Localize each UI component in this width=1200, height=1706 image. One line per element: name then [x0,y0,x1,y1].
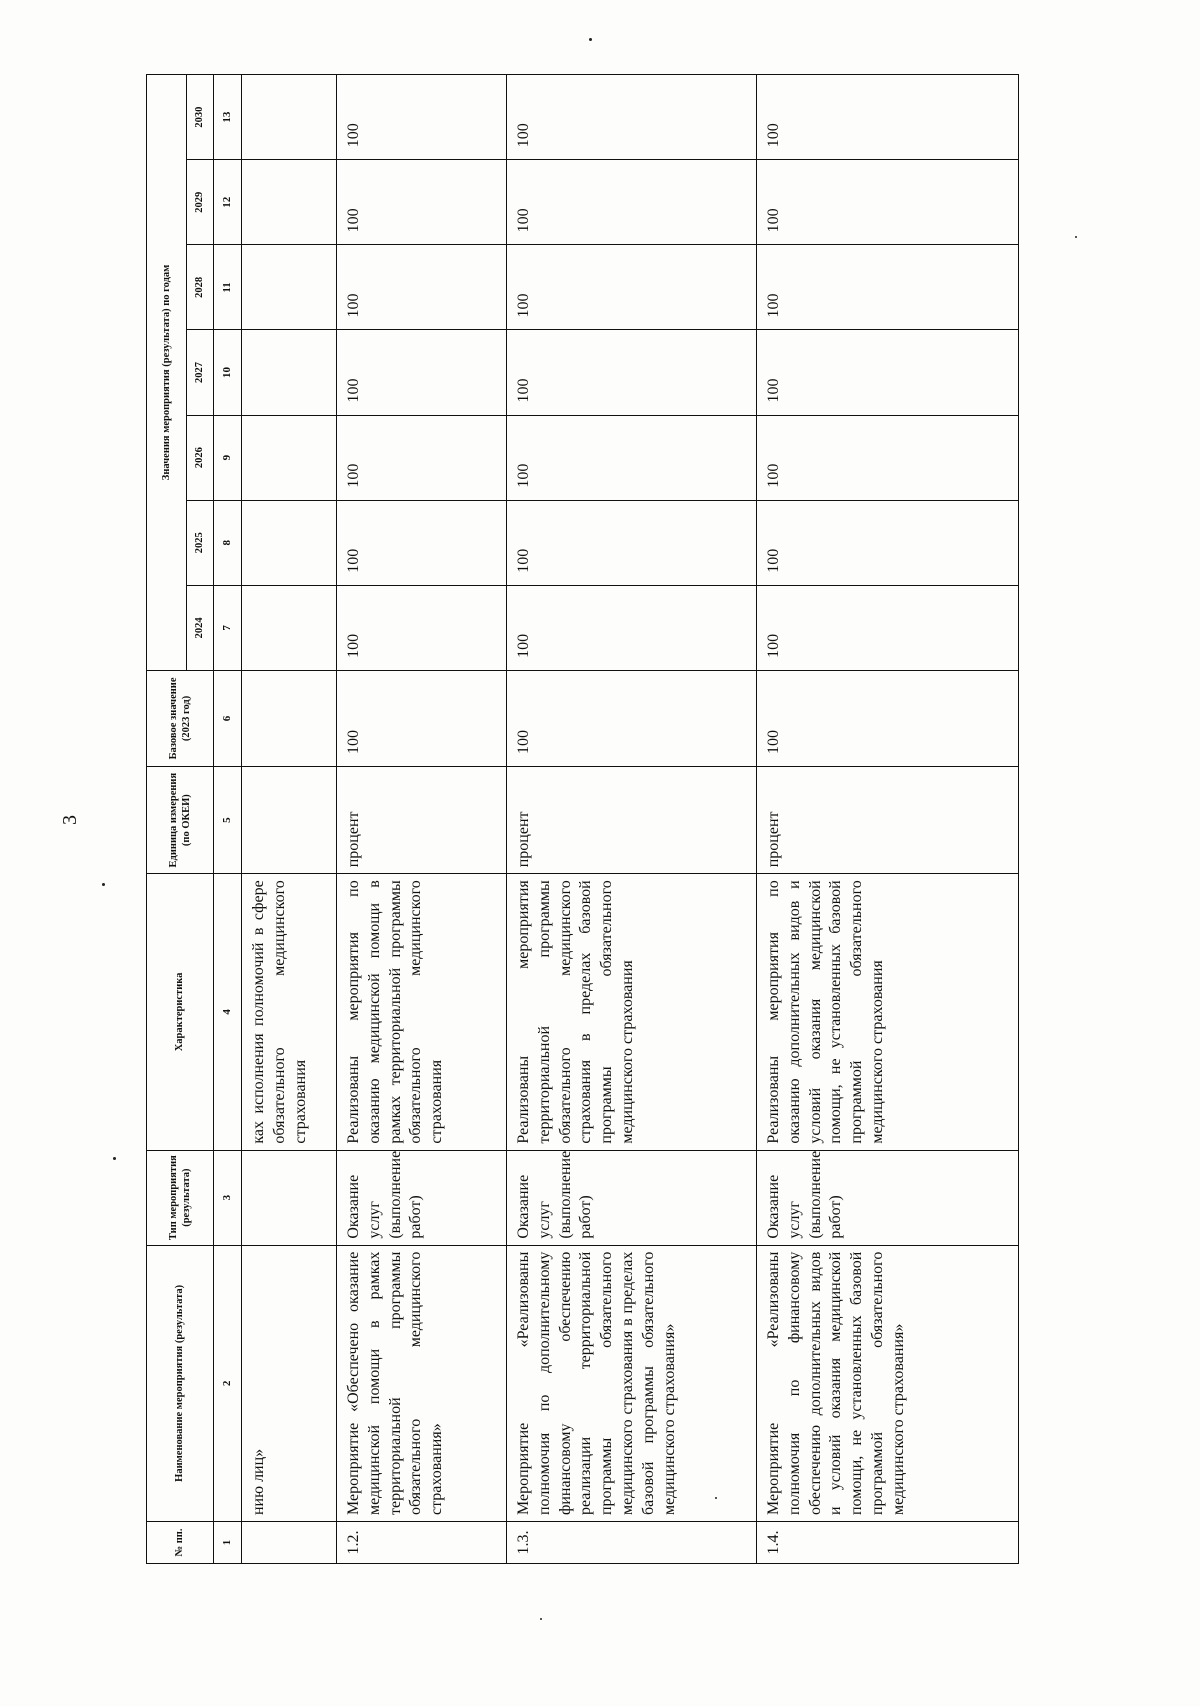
scan-speck [113,1157,116,1160]
year-value-cell: 100 [757,330,1019,415]
column-number: 7 [214,585,242,670]
measure-type-cell: Оказание услуг (выполнение работ) [337,1150,507,1245]
column-number: 5 [214,767,242,874]
year-value-cell: 100 [337,585,507,670]
header-year: 2025 [187,500,214,585]
table-row [507,75,757,1564]
unit-cell: процент [757,767,1019,874]
table-row [337,75,507,1564]
scan-speck [1075,236,1077,238]
measure-type-cell [242,1150,337,1245]
characteristic-cell: Реализованы мероприятия территориальной программы обязательного медицинского страхования в пределах базовой программы обязательного медицинского страхования [507,874,757,1150]
header-year: 2026 [187,415,214,500]
year-value-cell: 100 [507,75,757,160]
year-value-cell [242,585,337,670]
year-value-cell: 100 [507,245,757,330]
base-value-cell: 100 [757,670,1019,766]
header-year: 2030 [187,75,214,160]
row-number-cell [242,1522,337,1564]
page-number: 3 [59,815,81,825]
year-value-cell [242,500,337,585]
header-type: Тип мероприятия (результата) [147,1150,214,1245]
year-value-cell [242,160,337,245]
measure-type-cell: Оказание услуг (выполнение работ) [757,1150,1019,1245]
column-number: 8 [214,500,242,585]
table-row [242,75,337,1564]
column-number: 13 [214,75,242,160]
characteristic-cell: Реализованы мероприятия по оказанию медицинской помощи в рамках территориальной программы обязательного медицинского страхования [337,874,507,1150]
characteristic-cell: Реализованы мероприятия по оказанию дополнительных видов и условий оказания медицинской помощи, не установленных базовой программой обязательного медицинского страхования [757,874,1019,1150]
measure-name-cell: нию лиц» [242,1245,337,1521]
row-number-cell: 1.4. [757,1522,1019,1564]
header-year: 2029 [187,160,214,245]
header-characteristic: Характеристика [147,874,214,1150]
year-value-cell [242,75,337,160]
year-value-cell: 100 [337,415,507,500]
measure-name-cell: Мероприятие «Реализованы полномочия по финансовому обеспечению дополнительных видов и условий оказания медицинской помощи, не установленных базовой программой обязательного медицинского страхования» [757,1245,1019,1521]
column-number: 2 [214,1245,242,1521]
year-value-cell: 100 [337,160,507,245]
column-number: 12 [214,160,242,245]
header-unit: Единица измерения (по ОКЕИ) [147,767,214,874]
unit-cell: процент [507,767,757,874]
table-row [757,75,1019,1564]
measure-type-cell: Оказание услуг (выполнение работ) [507,1150,757,1245]
header-no: № пп. [147,1522,214,1564]
base-value-cell: 100 [507,670,757,766]
header-name: Наименование мероприятия (результата) [147,1245,214,1521]
year-value-cell: 100 [337,330,507,415]
row-number-cell: 1.2. [337,1522,507,1564]
measures-table [146,74,1019,1564]
rotated-table-wrapper [146,74,1018,1564]
unit-cell [242,767,337,874]
year-value-cell [242,415,337,500]
column-number: 3 [214,1150,242,1245]
characteristic-cell: ках исполнения полномочий в сфере обязательного медицинского страхования [242,874,337,1150]
column-number: 1 [214,1522,242,1564]
scan-speck [102,883,105,886]
scan-speck [589,38,592,41]
year-value-cell [242,330,337,415]
year-value-cell [242,245,337,330]
base-value-cell [242,670,337,766]
year-value-cell: 100 [757,160,1019,245]
header-year: 2024 [187,585,214,670]
year-value-cell: 100 [507,330,757,415]
column-number: 9 [214,415,242,500]
year-value-cell: 100 [507,415,757,500]
header-year: 2028 [187,245,214,330]
column-number: 11 [214,245,242,330]
year-value-cell: 100 [757,415,1019,500]
year-value-cell: 100 [337,500,507,585]
scan-speck [540,1618,542,1620]
header-base-value: Базовое значение (2023 год) [147,670,214,766]
year-value-cell: 100 [757,500,1019,585]
year-value-cell: 100 [757,245,1019,330]
base-value-cell: 100 [337,670,507,766]
year-value-cell: 100 [757,75,1019,160]
row-number-cell: 1.3. [507,1522,757,1564]
year-value-cell: 100 [757,585,1019,670]
year-value-cell: 100 [337,245,507,330]
year-value-cell: 100 [507,160,757,245]
measure-name-cell: Мероприятие «Реализованы полномочия по дополнительному финансовому обеспечению реализации территориальной программы обязательного медицинского страхования в пределах базовой программы обязательного медицинского страхования» [507,1245,757,1521]
column-number: 4 [214,874,242,1150]
header-values-by-year: Значения мероприятия (результата) по годам [147,75,187,671]
year-value-cell: 100 [507,585,757,670]
year-value-cell: 100 [507,500,757,585]
unit-cell: процент [337,767,507,874]
column-number: 6 [214,670,242,766]
header-year: 2027 [187,330,214,415]
column-number: 10 [214,330,242,415]
year-value-cell: 100 [337,75,507,160]
measure-name-cell: Мероприятие «Обеспечено оказание медицинской помощи в рамках территориальной программы обязательного медицинского страхования» [337,1245,507,1521]
